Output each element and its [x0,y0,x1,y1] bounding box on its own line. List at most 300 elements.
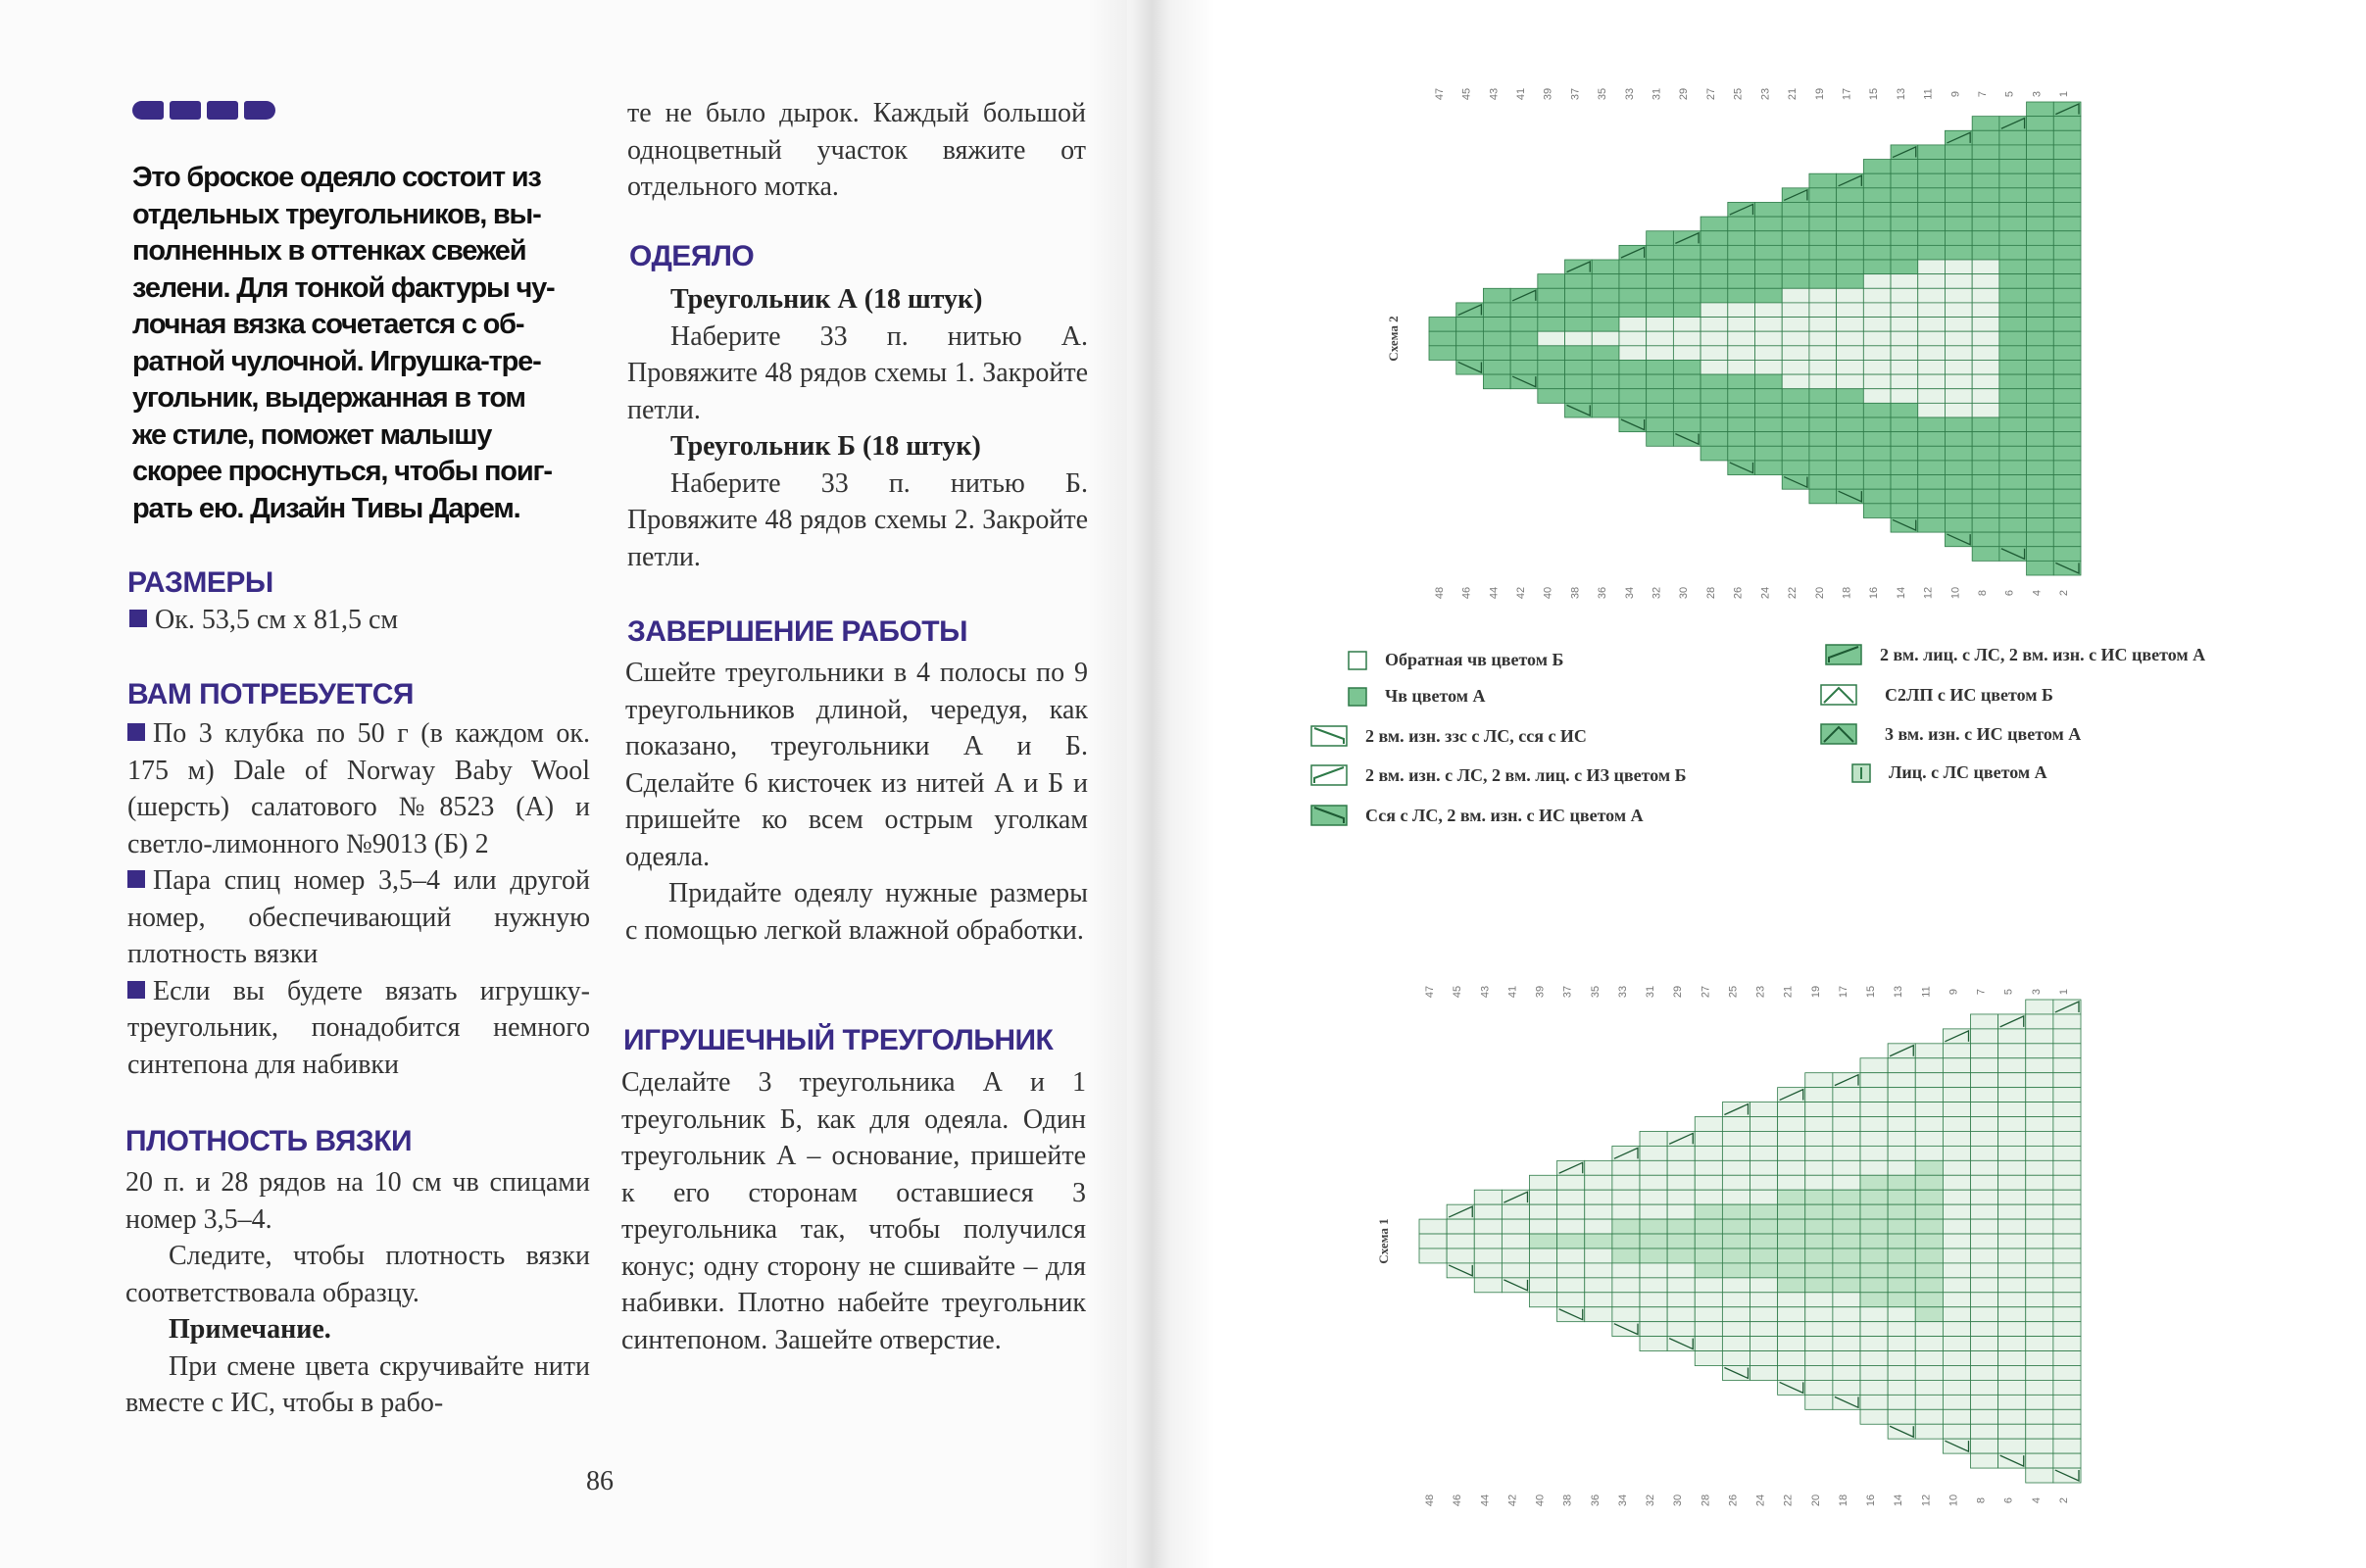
scheme-1-cell [1971,1337,1998,1351]
scheme-2-top-number: 9 [1949,90,1962,98]
scheme-1-cell [1888,1131,1915,1146]
scheme-2-cell [1972,489,1999,504]
scheme-1-cell [1943,1160,1970,1175]
scheme-2-cell [1728,231,1755,246]
scheme-1-cell [1778,1351,1805,1366]
scheme-2-cell [1647,260,1674,274]
finishing-text-2: Придайте одеялу нужные размеры с помощью легкой влажной обработки. [625,878,1088,946]
legend-item: 2 вм. изн. с ЛС, 2 вм. лиц. с ИЗ цветом Б [1310,764,1687,786]
scheme-2-cell [1782,288,1809,303]
scheme-2-cell [1782,245,1809,260]
bullet-icon [127,723,145,741]
scheme-1-cell [1915,1278,1943,1293]
scheme-2-cell [1837,231,1864,246]
scheme-1-cell [1943,1058,1970,1073]
scheme-1-cell [2053,1439,2081,1453]
scheme-2-cell [1755,318,1783,332]
scheme-1-cell [2053,1293,2081,1307]
scheme-2-cell [1918,475,1946,490]
scheme-2-cell [2027,260,2054,274]
scheme-1-cell [1750,1160,1778,1175]
scheme-2-cell [1945,517,1972,532]
scheme-1-cell [1943,1249,1970,1263]
scheme-2-cell [1673,374,1701,389]
scheme-2-cell [1863,245,1891,260]
scheme-2-cell [1619,360,1647,374]
scheme-2-cell [1592,331,1619,346]
scheme-1-cell [1860,1380,1888,1395]
scheme-2-cell [1565,360,1593,374]
scheme-1-cell [1860,1102,1888,1117]
scheme-1-cell [1888,1307,1915,1322]
scheme-1-cell [1805,1249,1833,1263]
scheme-2-cell [1782,417,1809,432]
scheme-2-cell [1728,360,1755,374]
scheme-2-cell [1891,403,1918,417]
scheme-2-cell [2027,288,2054,303]
scheme-1-cell [1998,1278,2026,1293]
scheme-2-cell [1728,318,1755,332]
scheme-1-cell [1943,1351,1970,1366]
continuation-text: те не было дырок. Каждый большой одноцветный участок вяжите от отдельного мотка. [627,98,1086,202]
scheme-1-cell [1888,1175,1915,1190]
scheme-2-cell [2053,145,2081,160]
note-text: При смене цвета скручивайте нити вместе с ИС, чтобы в рабо- [125,1350,590,1418]
scheme-1-cell [2053,1380,2081,1395]
scheme-2-cell [1619,403,1647,417]
scheme-1-cell [1778,1307,1805,1322]
scheme-1-cell [1860,1351,1888,1366]
scheme-2-cell [1945,417,1972,432]
scheme-1-top-number: 33 [1616,985,1629,999]
scheme-2-top-number: 19 [1813,87,1826,101]
scheme-1-cell [1695,1322,1722,1337]
scheme-1-top-number: 15 [1865,985,1878,999]
scheme-2-cell [2053,461,2081,475]
scheme-1-cell [1805,1204,1833,1219]
scheme-1-cell [1943,1307,1970,1322]
scheme-2-cell [2053,432,2081,447]
scheme-1-cell [2026,1175,2053,1190]
triangle-b-title: Треугольник Б (18 штук) [670,431,981,462]
scheme-2-cell [1945,461,1972,475]
scheme-2-cell [1891,260,1918,274]
scheme-2-cell [1673,389,1701,404]
scheme-1-cell [2026,1029,2053,1044]
scheme-2-cell [2027,446,2054,461]
scheme-2-cell [2027,217,2054,231]
scheme-2-cell [2053,346,2081,361]
scheme-1-cell [1971,1175,1998,1190]
scheme-1-cell [1805,1337,1833,1351]
scheme-2-cell [1999,303,2027,318]
intro-line: угольник, выдержанная в том [132,382,525,414]
scheme-1-cell [1998,1395,2026,1409]
scheme-1-bottom-number: 12 [1920,1494,1933,1507]
scheme-2-cell [1918,331,1946,346]
scheme-1-cell [1971,1278,1998,1293]
scheme-1-cell [1833,1365,1860,1380]
scheme-2-cell [1891,188,1918,203]
scheme-1-cell [1805,1351,1833,1366]
scheme-2-bottom-number: 16 [1868,586,1881,600]
scheme-1-cell [1915,1249,1943,1263]
scheme-1-cell [1943,1073,1970,1088]
bullet-icon [129,610,147,627]
scheme-2-top-number: 21 [1787,87,1799,101]
scheme-2-cell [1782,432,1809,447]
scheme-1-cell [1640,1190,1667,1204]
scheme-2-cell [1918,188,1946,203]
scheme-1-top-number: 31 [1645,985,1657,999]
scheme-2-cell [1972,461,1999,475]
scheme-1-cell [1971,1380,1998,1395]
scheme-2-cell [1918,202,1946,217]
scheme-1-cell [2026,1044,2053,1058]
intro-line: зелени. Для тонкой фактуры чу- [132,271,555,304]
scheme-1-cell [1998,1160,2026,1175]
scheme-2-cell [1755,346,1783,361]
scheme-1-cell [1860,1073,1888,1088]
scheme-1-cell [1888,1380,1915,1395]
scheme-1-cell [1888,1322,1915,1337]
scheme-1-cell [1915,1409,1943,1424]
scheme-1-cell [1860,1146,1888,1160]
scheme-2-cell [1592,260,1619,274]
scheme-1-label: Схема 1 [1376,1218,1391,1264]
scheme-1-cell [2053,1117,2081,1132]
scheme-2-cell [1972,245,1999,260]
scheme-1-cell [2026,1365,2053,1380]
scheme-1-cell [1640,1307,1667,1322]
scheme-2-cell [1945,346,1972,361]
scheme-2-cell [1565,303,1593,318]
scheme-2-cell [1863,260,1891,274]
scheme-2-cell [1918,504,1946,518]
scheme-2-cell [2027,517,2054,532]
scheme-2-cell [1972,288,1999,303]
scheme-1-cell [1722,1146,1750,1160]
scheme-1-cell [1860,1278,1888,1293]
scheme-2-cell [1945,489,1972,504]
scheme-2-cell [2053,489,2081,504]
scheme-2-cell [1809,403,1837,417]
scheme-2-cell [2053,260,2081,274]
scheme-2-cell [1592,274,1619,289]
intro-line: полненных в оттенках свежей [132,235,526,267]
scheme-1-cell [1971,1395,1998,1409]
scheme-1-cell [1915,1058,1943,1073]
scheme-1-cell [1998,1175,2026,1190]
scheme-2-cell [1863,160,1891,174]
scheme-1-cell [1419,1234,1447,1249]
scheme-2-cell [1999,231,2027,246]
scheme-1-cell [1833,1175,1860,1190]
scheme-2-cell [1863,374,1891,389]
scheme-2-cell [1483,346,1510,361]
scheme-1-cell [1971,1088,1998,1102]
scheme-1-cell [2053,1175,2081,1190]
scheme-2-top-number: 17 [1841,87,1853,101]
scheme-2-cell [1863,432,1891,447]
scheme-1-cell [1833,1219,1860,1234]
scheme-1-top-number: 29 [1672,985,1685,999]
scheme-1-cell [1943,1234,1970,1249]
scheme-2-cell [1565,346,1593,361]
scheme-2-cell [1782,260,1809,274]
scheme-1-cell [2026,1102,2053,1117]
scheme-2-bottom-number: 2 [2058,589,2071,597]
scheme-1-cell [1833,1351,1860,1366]
scheme-1-cell [2026,1263,2053,1278]
scheme-2-cell [1592,288,1619,303]
scheme-1-cell [2053,1453,2081,1468]
scheme-2-cell [1972,432,1999,447]
scheme-1-bottom-numbers [1424,1494,2070,1506]
scheme-1-cell [1888,1337,1915,1351]
scheme-2-cell [1837,360,1864,374]
scheme-1-bottom-number: 18 [1837,1494,1849,1507]
scheme-1-cell [1530,1249,1557,1263]
scheme-1-cell [1474,1204,1502,1219]
scheme-1-cell [1833,1117,1860,1132]
scheme-2-cell [1592,360,1619,374]
scheme-2-cell [1510,346,1538,361]
scheme-2-cell [1809,288,1837,303]
scheme-2-cell [1755,432,1783,447]
scheme-2-cell [1972,446,1999,461]
scheme-1-cell [1915,1337,1943,1351]
scheme-2-cell [1755,303,1783,318]
scheme-1-cell [1667,1219,1695,1234]
scheme-2-cell [1972,374,1999,389]
scheme-2-bottom-number: 18 [1841,586,1853,600]
scheme-1-cell [1667,1249,1695,1263]
scheme-1-cell [1778,1117,1805,1132]
scheme-2-bottom-number: 22 [1787,586,1799,600]
scheme-1-cell [1915,1307,1943,1322]
scheme-1-cell [1557,1204,1585,1219]
triangle-a-text: Наберите 33 п. нитью А. Провяжите 48 рядов схемы 1. Закройте петли. [627,320,1088,425]
scheme-2-cell [1701,260,1728,274]
scheme-1-cell [1530,1219,1557,1234]
scheme-1-cell [1943,1190,1970,1204]
scheme-1-cell [1971,1190,1998,1204]
scheme-1-cell [1750,1322,1778,1337]
scheme-2-cell [1972,547,1999,562]
scheme-1-cell [1915,1219,1943,1234]
finishing-text-1: Сшейте треугольники в 4 полосы по 9 треугольников длиной, чередуя, как показано, треугольники А и Б. Сделайте 6 кисточек из нитей А и Б и пришейте ко всем острым уголкам одеяла. [625,658,1088,872]
scheme-2-cell [1918,245,1946,260]
scheme-2-cell [1891,360,1918,374]
scheme-1-cell [1667,1175,1695,1190]
scheme-1-cell [1833,1102,1860,1117]
chart-legend [1308,642,2357,848]
scheme-1-cell [1998,1204,2026,1219]
decrease-right-green-icon [1825,644,1862,665]
scheme-1-cell [2053,1337,2081,1351]
scheme-2-cell [1945,173,1972,188]
scheme-1-cell [1915,1204,1943,1219]
scheme-1-cell [1971,1014,1998,1029]
scheme-1-cell [2026,1000,2053,1014]
scheme-1-bottom-number: 2 [2057,1496,2070,1504]
scheme-1-cell [1474,1234,1502,1249]
scheme-1-cell [1447,1234,1474,1249]
scheme-2-cell [1619,318,1647,332]
scheme-2-cell [1755,403,1783,417]
scheme-2-cell [2053,517,2081,532]
scheme-2-cell [1510,318,1538,332]
scheme-1-cell [2053,1131,2081,1146]
scheme-2-cell [1701,231,1728,246]
scheme-1-top-number: 45 [1452,985,1464,999]
scheme-2-cell [2053,417,2081,432]
scheme-1-bottom-number: 24 [1754,1494,1767,1507]
scheme-2-cell [1918,461,1946,475]
scheme-2-cell [1863,446,1891,461]
scheme-2-cell [1755,374,1783,389]
scheme-1-cell [1833,1278,1860,1293]
scheme-2-cell [1619,346,1647,361]
scheme-1-cell [1640,1278,1667,1293]
sizes-text [129,602,590,639]
scheme-2-bottom-number: 6 [2003,589,2016,597]
scheme-2-cell [1863,173,1891,188]
scheme-2-cell [1918,389,1946,404]
scheme-2-cell [1999,475,2027,490]
scheme-2-cell [1837,303,1864,318]
scheme-1-cell [1971,1160,1998,1175]
scheme-1-cell [1888,1058,1915,1073]
scheme-2-cell [1592,346,1619,361]
scheme-1-cell [2053,1409,2081,1424]
scheme-2-cell [1673,288,1701,303]
scheme-2-cell [1999,532,2027,547]
scheme-1-cell [1971,1044,1998,1058]
scheme-1-bottom-number: 42 [1506,1494,1519,1507]
legend-item: Обратная чв цветом Б [1330,650,1563,670]
scheme-2-cell [1918,360,1946,374]
scheme-1-cell [1557,1293,1585,1307]
scheme-2-cell [1945,245,1972,260]
scheme-2-cell [1918,274,1946,289]
scheme-2-cell [1945,274,1972,289]
scheme-1-cell [1805,1365,1833,1380]
scheme-1-cell [1530,1293,1557,1307]
scheme-1-cell [2053,1395,2081,1409]
scheme-2-cell [1565,288,1593,303]
scheme-1-cell [1860,1263,1888,1278]
materials-item: По 3 клубка по 50 г (в каждом ок. 175 м) Dale of Norway Baby Wool (шерсть) салатового №8523 (А) и светло-лимонного №9013 (Б) 2 [127,718,590,859]
scheme-2-cell [1837,260,1864,274]
triangle-b-text: Наберите 33 п. нитью Б. Провяжите 48 рядов схемы 2. Закройте петли. [627,467,1088,572]
finishing-heading: ЗАВЕРШЕНИЕ РАБОТЫ [627,615,968,648]
scheme-2-cell [1972,188,1999,203]
scheme-1-cell [1750,1204,1778,1219]
scheme-1-cell [2026,1146,2053,1160]
scheme-2-cell [1945,389,1972,404]
scheme-1-cell [1888,1204,1915,1219]
scheme-2-cell [1891,389,1918,404]
scheme-1-cell [2026,1337,2053,1351]
scheme-1-cell [1943,1117,1970,1132]
scheme-2-top-number: 3 [2031,90,2044,98]
scheme-1-cell [1943,1424,1970,1439]
scheme-2-bottom-number: 42 [1515,586,1527,600]
scheme-1-cell [1585,1293,1612,1307]
marker-segment [207,101,238,120]
scheme-1-cell [1860,1204,1888,1219]
scheme-2-cell [1809,360,1837,374]
scheme-1-cell [2026,1249,2053,1263]
scheme-2-cell [1809,475,1837,490]
scheme-1-cell [2026,1395,2053,1409]
scheme-1-cell [1722,1278,1750,1293]
intro-line: ратной чулочной. Игрушка-тре- [132,345,541,377]
scheme-1-cell [1612,1219,1640,1234]
scheme-2-cell [1755,288,1783,303]
gauge-heading: ПЛОТНОСТЬ ВЯЗКИ [125,1125,413,1157]
scheme-2-cell [1701,274,1728,289]
scheme-1-cell [1915,1175,1943,1190]
scheme-1-cell [1722,1131,1750,1146]
scheme-1-cell [1943,1293,1970,1307]
scheme-2-cell [2027,360,2054,374]
scheme-1-cell [1805,1190,1833,1204]
intro-line: рать ею. Дизайн Тивы Дарем. [132,492,520,524]
scheme-1-cell [1612,1263,1640,1278]
scheme-2-cell [2053,173,2081,188]
scheme-2-top-number: 33 [1623,87,1636,101]
scheme-2-cell [1429,331,1456,346]
legend-item: Чв цветом А [1330,686,1486,707]
scheme-2-cell [1782,231,1809,246]
scheme-2-cell [2053,117,2081,131]
scheme-2-cell [1647,417,1674,432]
scheme-1-cell [2026,1322,2053,1337]
scheme-2-cell [1592,374,1619,389]
scheme-2-cell [1837,188,1864,203]
scheme-1-cell [2053,1029,2081,1044]
scheme-2-cell [1945,374,1972,389]
scheme-2-top-number: 39 [1542,87,1554,101]
scheme-1-cell [1915,1380,1943,1395]
scheme-1-cell [1998,1219,2026,1234]
scheme-2-cell [1782,389,1809,404]
scheme-1-cell [1778,1234,1805,1249]
scheme-1-bottom-number: 6 [2002,1496,2015,1504]
scheme-1-cell [1778,1293,1805,1307]
scheme-1-cell [1722,1249,1750,1263]
scheme-2-bottom-number: 28 [1704,586,1717,600]
scheme-1-cell [1640,1337,1667,1351]
scheme-1-bottom-number: 46 [1452,1494,1464,1507]
scheme-1-cell [1998,1263,2026,1278]
scheme-2-cell [1918,432,1946,447]
scheme-1-cell [1971,1439,1998,1453]
scheme-2-cell [1945,231,1972,246]
scheme-1-cell [1915,1263,1943,1278]
scheme-2-cell [1809,417,1837,432]
scheme-2-cell [2027,432,2054,447]
scheme-2-cell [1999,318,2027,332]
scheme-2-cell [1863,346,1891,361]
scheme-2-bottom-number: 38 [1569,586,1582,600]
scheme-2-cell [1999,517,2027,532]
scheme-1-cell [1778,1322,1805,1337]
scheme-1-cell [1750,1117,1778,1132]
